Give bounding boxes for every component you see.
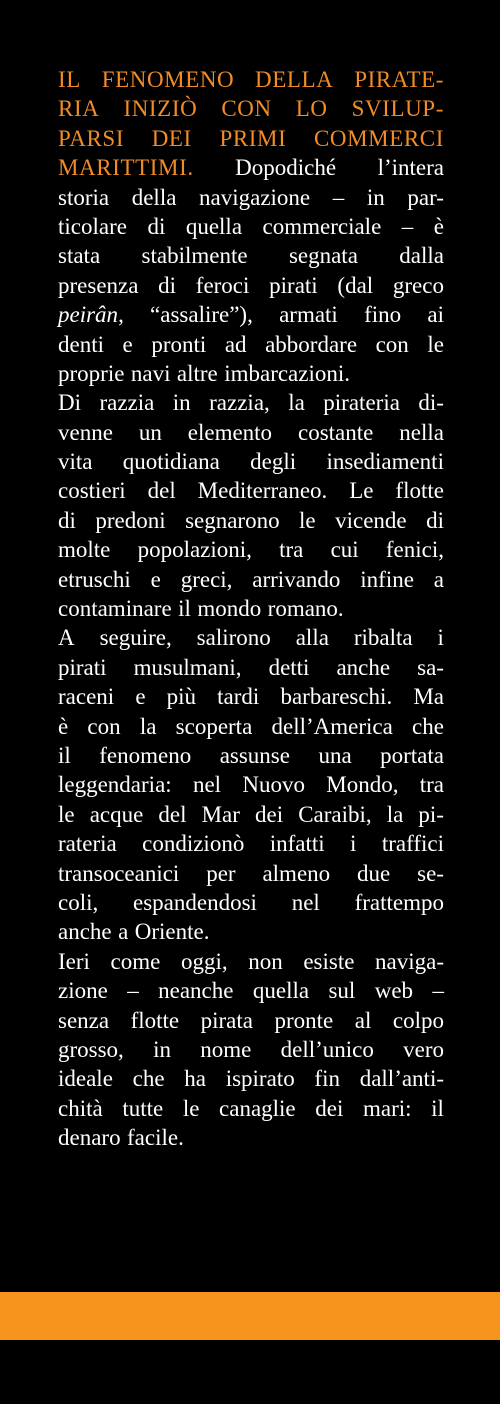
word: la: [139, 713, 157, 739]
word: Nuovo: [242, 772, 305, 798]
word: quella: [185, 213, 243, 239]
word: facile.: [127, 1125, 184, 1151]
word: sa-: [417, 654, 444, 680]
word: detti: [268, 654, 310, 680]
text-line: [58, 917, 444, 946]
word: zione: [58, 978, 108, 1004]
word: le: [182, 1095, 200, 1121]
paragraph: [58, 623, 444, 946]
word: pronti: [151, 331, 207, 357]
word: acque: [89, 801, 144, 827]
word: di: [426, 507, 444, 533]
word: flotte: [395, 478, 444, 504]
word: IL: [58, 67, 81, 92]
word: una: [318, 742, 352, 768]
word: quella: [252, 978, 310, 1004]
word: mondo: [197, 596, 262, 622]
word: senza: [58, 1007, 110, 1033]
word: navi: [130, 360, 171, 386]
word: Di: [58, 390, 81, 416]
text-line: [58, 359, 444, 388]
word: quotidiana: [122, 449, 220, 475]
word: “assalire”),: [150, 302, 253, 328]
word: nel: [192, 772, 222, 798]
word: pirata: [200, 1007, 253, 1033]
text-line: [58, 388, 444, 417]
word: barbareschi.: [280, 684, 393, 710]
word: Ieri: [58, 948, 90, 974]
word: è: [58, 713, 69, 739]
word: le: [58, 801, 75, 827]
word: Dopodiché: [235, 155, 337, 181]
word: proprie: [58, 360, 125, 386]
word: pirateria: [323, 390, 400, 416]
word: e: [135, 684, 146, 710]
text-line: [58, 1064, 444, 1093]
word: chità: [58, 1095, 103, 1121]
word: assunse: [219, 742, 290, 768]
text-line: [58, 94, 444, 123]
paragraph: [58, 65, 444, 388]
word: PRIMI: [219, 125, 287, 151]
text-line: [58, 829, 444, 858]
word: scoperta: [175, 713, 253, 739]
paragraph: [58, 388, 444, 623]
word: il: [431, 1095, 444, 1121]
word: pirati: [269, 272, 318, 298]
word: predoni: [95, 507, 166, 533]
word: arrivando: [252, 566, 341, 592]
word: razzia: [99, 390, 155, 416]
word: traffici: [381, 831, 444, 857]
word: al: [354, 1007, 372, 1033]
word: mari:: [362, 1095, 412, 1121]
word: in: [172, 390, 191, 416]
word: molte: [58, 537, 111, 563]
word: Le: [349, 478, 374, 504]
word: alla: [295, 625, 329, 651]
paragraph: [58, 947, 444, 1153]
word: musulmani,: [133, 654, 242, 680]
word: che: [412, 713, 444, 739]
word: presenza: [58, 272, 139, 298]
word: ai: [427, 302, 444, 328]
back-cover-text: [58, 65, 444, 1152]
word: canaglie: [219, 1095, 296, 1121]
word: ticolare: [58, 213, 127, 239]
word: (dal: [337, 272, 374, 298]
word: ribalta: [353, 625, 413, 651]
text-line: [58, 300, 444, 329]
word: greco: [392, 272, 444, 298]
word: ha: [184, 1066, 206, 1092]
word: PARSI: [58, 125, 125, 151]
word: raceni: [58, 684, 115, 710]
word: Mediterraneo.: [197, 478, 328, 504]
word: espandendosi: [133, 889, 257, 915]
word: nel: [291, 889, 320, 915]
word: in: [366, 184, 385, 210]
orange-band: [0, 1292, 500, 1340]
word: FENOMENO: [101, 67, 235, 92]
word: tutte: [122, 1095, 164, 1121]
word: se-: [417, 860, 444, 886]
word-group: [58, 300, 124, 329]
word: condizionò: [142, 831, 245, 857]
word: frattempo: [354, 889, 444, 915]
word: fenici,: [385, 537, 444, 563]
word: DEI: [151, 125, 192, 151]
text-line: [58, 947, 444, 976]
word: PIRATE-: [354, 67, 444, 92]
text-line: [58, 770, 444, 799]
word: abbordare: [265, 331, 358, 357]
text-line: [58, 476, 444, 505]
word: insediamenti: [326, 449, 444, 475]
word: Mondo,: [326, 772, 399, 798]
text-line: [58, 124, 444, 153]
word: le: [299, 507, 316, 533]
text-line: [58, 1006, 444, 1035]
word: Ma: [413, 684, 444, 710]
word: SVILUP-: [351, 96, 444, 122]
word: etruschi: [58, 566, 131, 592]
text-line: [58, 976, 444, 1005]
word: neanche: [158, 978, 234, 1004]
text-line: [58, 741, 444, 770]
word: le: [427, 331, 444, 357]
word: fin: [314, 1066, 340, 1092]
word: imbarcazioni.: [224, 360, 351, 386]
word: di: [58, 507, 76, 533]
word: la: [288, 390, 305, 416]
word: pi-: [418, 801, 444, 827]
word: pronte: [274, 1007, 334, 1033]
word: e: [122, 331, 133, 357]
word: rateria: [58, 831, 117, 857]
word: ,: [118, 302, 124, 328]
word: grosso,: [58, 1036, 124, 1062]
word: dell’unico: [280, 1036, 374, 1062]
word: è: [433, 213, 444, 239]
word: coli,: [58, 889, 99, 915]
word: transoceanici: [58, 860, 180, 886]
word: armati: [279, 302, 338, 328]
word: degli: [250, 449, 297, 475]
text-line: [58, 888, 444, 917]
text-line: [58, 1094, 444, 1123]
word: i: [437, 625, 444, 651]
word: flotte: [130, 1007, 180, 1033]
word: del: [147, 478, 176, 504]
word: il: [58, 742, 71, 768]
word: DELLA: [255, 67, 334, 92]
word: MARITTIMI.: [58, 155, 194, 181]
word: –: [401, 213, 414, 239]
text-line: [58, 653, 444, 682]
text-line: [58, 506, 444, 535]
text-line: [58, 212, 444, 241]
word: due: [357, 860, 391, 886]
text-line: [58, 800, 444, 829]
word: costieri: [58, 478, 126, 504]
word: anche: [336, 654, 391, 680]
text-line: [58, 1123, 444, 1152]
word: ispirato: [225, 1066, 295, 1092]
word: dell’America: [271, 713, 393, 739]
word: almeno: [262, 860, 331, 886]
word: di: [158, 272, 177, 298]
word: dall’anti-: [359, 1066, 444, 1092]
text-line: [58, 65, 444, 94]
word: LO: [295, 96, 328, 122]
word: di: [147, 213, 166, 239]
word: esiste: [303, 948, 355, 974]
word: navigazione: [199, 184, 311, 210]
word: –: [332, 184, 345, 210]
text-line: [58, 183, 444, 212]
word: fenomeno: [99, 742, 192, 768]
word: stabilmente: [141, 243, 248, 269]
word: storia: [58, 184, 110, 210]
word: nome: [200, 1036, 252, 1062]
word: dei: [315, 1095, 344, 1121]
word: non: [248, 948, 283, 974]
word: altre: [176, 360, 218, 386]
word: par-: [407, 184, 444, 210]
word: anche: [58, 919, 112, 945]
word: un: [138, 419, 162, 445]
word: ideale: [58, 1066, 113, 1092]
word: tardi: [217, 684, 260, 710]
word: web: [374, 978, 414, 1004]
word: –: [432, 978, 444, 1004]
word: infine: [360, 566, 414, 592]
word: e: [150, 566, 161, 592]
word: dei: [255, 801, 284, 827]
word: vita: [58, 449, 93, 475]
word: infatti: [269, 831, 325, 857]
text-line: [58, 330, 444, 359]
word: a: [433, 566, 444, 592]
word: romano.: [267, 596, 344, 622]
word: a: [118, 919, 129, 945]
word: segnata: [288, 243, 358, 269]
word: con: [375, 331, 409, 357]
word: naviga-: [375, 948, 444, 974]
word: Caraibi,: [298, 801, 372, 827]
word: RIA: [58, 96, 100, 122]
word: tra: [419, 772, 444, 798]
word: popolazioni,: [137, 537, 252, 563]
text-line: [58, 418, 444, 447]
word: con: [87, 713, 121, 739]
word: tra: [279, 537, 304, 563]
word: vero: [403, 1036, 444, 1062]
word: segnarono: [185, 507, 280, 533]
text-line: [58, 271, 444, 300]
word: contaminare: [58, 596, 172, 622]
word: Mar: [201, 801, 240, 827]
word: stata: [58, 243, 101, 269]
text-line: [58, 682, 444, 711]
word: denaro: [58, 1125, 121, 1151]
word: feroci: [195, 272, 250, 298]
text-line: [58, 447, 444, 476]
word: dalla: [399, 243, 444, 269]
word: elemento: [187, 419, 273, 445]
text-line: [58, 153, 444, 182]
text-line: [58, 565, 444, 594]
word: A: [58, 625, 75, 651]
text-line: [58, 535, 444, 564]
word: CON: [221, 96, 272, 122]
word: cui: [330, 537, 359, 563]
word: greci,: [180, 566, 233, 592]
word: sul: [328, 978, 356, 1004]
word: denti: [58, 331, 104, 357]
word: salirono: [196, 625, 271, 651]
word: peirân: [58, 302, 119, 328]
word: –: [127, 978, 139, 1004]
word: seguire,: [99, 625, 172, 651]
text-line: [58, 241, 444, 270]
word: per: [206, 860, 236, 886]
word: come: [110, 948, 161, 974]
word: vicende: [335, 507, 407, 533]
word: di-: [418, 390, 444, 416]
word: l’intera: [377, 155, 444, 181]
word: oggi,: [180, 948, 228, 974]
word: i: [350, 831, 357, 857]
text-line: [58, 623, 444, 652]
word: la: [386, 801, 404, 827]
word: Oriente.: [134, 919, 210, 945]
word: costante: [297, 419, 374, 445]
text-line: [58, 712, 444, 741]
word: pirati: [58, 654, 107, 680]
word: nella: [399, 419, 444, 445]
text-line: [58, 859, 444, 888]
word: della: [131, 184, 177, 210]
word: più: [166, 684, 197, 710]
word: commerciale: [262, 213, 382, 239]
word: colpo: [392, 1007, 444, 1033]
word: in: [153, 1036, 171, 1062]
word: INIZIÒ: [123, 96, 198, 122]
word: fino: [364, 302, 402, 328]
word: razzia,: [209, 390, 270, 416]
text-line: [58, 1035, 444, 1064]
word: leggendaria:: [58, 772, 172, 798]
word: venne: [58, 419, 113, 445]
word: che: [132, 1066, 165, 1092]
word: portata: [380, 742, 444, 768]
text-line: [58, 594, 444, 623]
word: il: [178, 596, 191, 622]
word: COMMERCI: [313, 125, 444, 151]
word: ad: [224, 331, 247, 357]
word: del: [158, 801, 187, 827]
